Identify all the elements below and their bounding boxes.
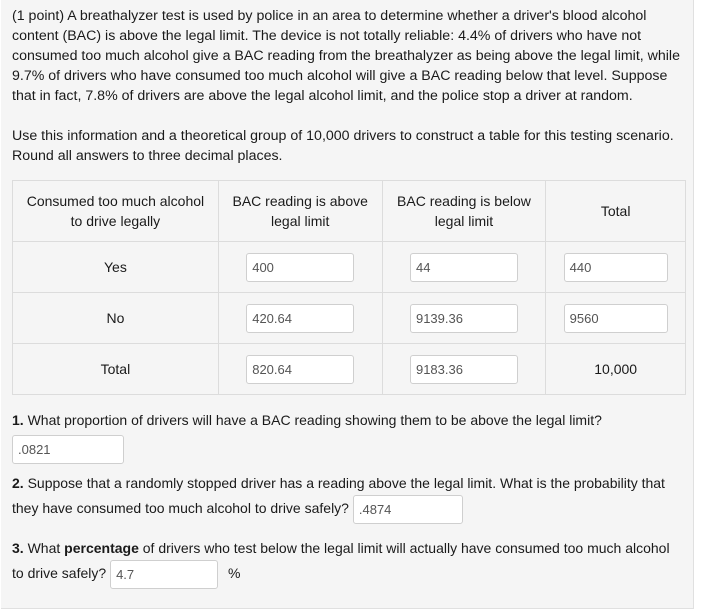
question-2-number: 2. — [12, 475, 24, 491]
cell-no-below — [382, 293, 546, 344]
row-label-total: Total — [13, 344, 219, 395]
answer-2-input[interactable]: .4874 — [353, 495, 463, 524]
question-1-text: What proportion of drivers will have a BAC reading showing them to be above the legal limit? — [27, 412, 602, 428]
question-2-text: Suppose that a randomly stopped driver has a reading above the legal limit. What is the probability that they have consumed too much alcohol to drive safely? — [12, 475, 665, 517]
input-yes-total[interactable]: 440 — [564, 253, 668, 282]
problem-intro: (1 point) A breathalyzer test is used by police in an area to determine whether a driver's blood alcohol content (BAC) is above the legal limit. The device is not totally reliable: 4.4% of drivers who have not consumed too much alcohol give a BAC reading from the breathalyzer as being above the legal limit, while 9.7% of drivers who have consumed too much alcohol will give a BAC reading below that level. Suppose that in fact, 7.8% of drivers are above the legal alcohol limit, and the police stop a driver at random. — [12, 8, 680, 104]
input-no-above[interactable]: 420.64 — [246, 304, 354, 333]
question-3 — [12, 536, 684, 589]
answer-3-unit: % — [227, 565, 241, 582]
input-no-below[interactable]: 9139.36 — [410, 304, 518, 333]
table-row — [13, 344, 686, 395]
header-below — [382, 181, 546, 242]
cell-yes-below — [382, 242, 546, 293]
cell-grand-total: 10,000 — [546, 344, 686, 395]
table-row — [13, 293, 686, 344]
question-1 — [12, 408, 684, 464]
header-consumed-label: Consumed too much alcohol to drive legally — [26, 193, 205, 229]
question-1-number: 1. — [12, 412, 24, 428]
answer-3-input[interactable]: 4.7 — [110, 560, 218, 589]
contingency-table — [12, 180, 686, 395]
table-row — [13, 242, 686, 293]
row-label-yes: Yes — [13, 242, 219, 293]
input-no-total[interactable]: 9560 — [564, 304, 668, 333]
header-total: Total — [546, 181, 686, 242]
answer-1-input[interactable]: .0821 — [12, 435, 124, 464]
cell-yes-total — [546, 242, 686, 293]
input-yes-below[interactable]: 44 — [410, 253, 518, 282]
cell-total-below — [382, 344, 546, 395]
input-total-below[interactable]: 9183.36 — [410, 355, 518, 384]
input-total-above[interactable]: 820.64 — [246, 355, 354, 384]
row-label-no: No — [13, 293, 219, 344]
cell-no-above — [218, 293, 382, 344]
header-above-label: BAC reading is above legal limit — [232, 193, 368, 229]
input-yes-above[interactable]: 400 — [246, 253, 354, 282]
cell-total-above — [218, 344, 382, 395]
question-3-text: of drivers who test below the legal limit will actually have consumed too much alcohol to drive safely? — [12, 540, 670, 582]
header-consumed — [13, 181, 219, 242]
problem-card — [1, 0, 694, 609]
question-3-number: 3. — [12, 540, 24, 556]
cell-no-total — [546, 293, 686, 344]
question-2 — [12, 471, 684, 524]
header-below-label: BAC reading is below legal limit — [397, 193, 531, 229]
question-3-pre: What — [27, 540, 65, 556]
question-3-bold: percentage — [64, 540, 139, 556]
table-header-row — [13, 181, 686, 242]
header-above — [218, 181, 382, 242]
problem-instructions: Use this information and a theoretical group of 10,000 drivers to construct a table for this testing scenario. Round all answers to three decimal places. — [12, 128, 674, 164]
cell-yes-above — [218, 242, 382, 293]
